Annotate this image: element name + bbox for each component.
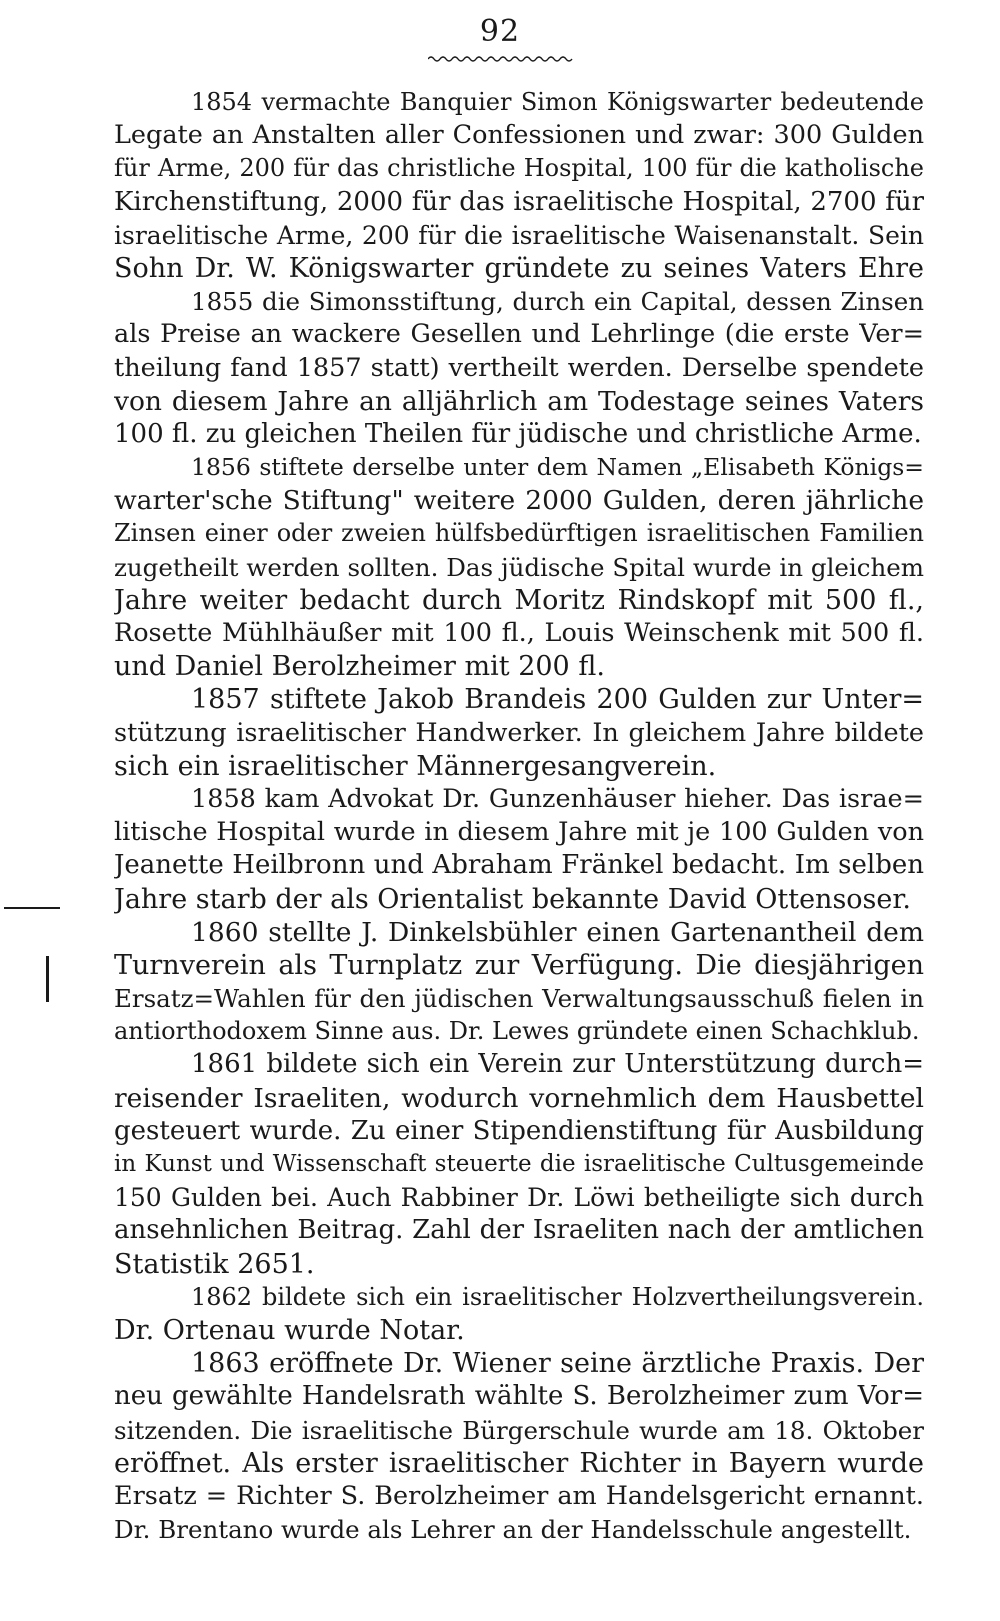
text-line: Sohn Dr. W. Königswarter gründete zu seines Vaters Ehre (114, 252, 924, 284)
text-line: 1861 bildete sich ein Verein zur Unterstützung durch= (191, 1049, 924, 1080)
text-line: Dr. Brentano wurde als Lehrer an der Handelsschule angestellt. (114, 1515, 912, 1545)
text-line: in Kunst und Wissenschaft steuerte die israelitische Cultusgemeinde (114, 1151, 924, 1177)
decorative-wave-rule (428, 54, 576, 64)
text-line: sitzenden. Die israelitische Bürgerschule wurde am 18. Oktober (114, 1415, 924, 1445)
text-line: warter'sche Stiftung" weitere 2000 Gulden, deren jährliche (114, 485, 924, 517)
text-line: neu gewählte Handelsrath wählte S. Berolzheimer zum Vor= (114, 1381, 924, 1412)
text-line: Rosette Mühlhäußer mit 100 fl., Louis Weinschenk mit 500 fl. (114, 618, 924, 648)
text-line: Turnverein als Turnplatz zur Verfügung. Die diesjährigen (114, 949, 924, 981)
text-line: 1863 eröffnete Dr. Wiener seine ärztliche Praxis. Der (191, 1348, 924, 1380)
text-line: ansehnlichen Beitrag. Zahl der Israeliten nach der amtlichen (114, 1215, 924, 1246)
text-line: Jahre weiter bedacht durch Moritz Rindskopf mit 500 fl., (114, 584, 924, 616)
text-line: 1858 kam Advokat Dr. Gunzenhäuser hieher. Das israe= (191, 783, 924, 814)
text-line: Ersatz=Wahlen für den jüdischen Verwaltungsausschuß fielen in (114, 984, 924, 1014)
margin-dash-mark (4, 907, 60, 909)
text-line: antiorthodoxem Sinne aus. Dr. Lewes gründete einen Schachklub. (114, 1017, 920, 1046)
text-line: Dr. Ortenau wurde Notar. (114, 1314, 465, 1346)
text-line: zugetheilt werden sollten. Das jüdische Spital wurde in gleichem (114, 552, 924, 582)
text-line: 1855 die Simonsstiftung, durch ein Capital, dessen Zinsen (191, 287, 924, 317)
text-line: 1860 stellte J. Dinkelsbühler einen Gartenantheil dem (191, 916, 924, 948)
page-number: 92 (479, 14, 521, 49)
text-line: Ersatz = Richter S. Berolzheimer am Handelsgericht ernannt. (114, 1480, 924, 1511)
text-line: stützung israelitischer Handwerker. In gleichem Jahre bildete (114, 717, 924, 748)
text-line: 1856 stiftete derselbe unter dem Namen „Elisabeth Königs= (191, 453, 924, 482)
text-line: reisender Israeliten, wodurch vornehmlich dem Hausbettel (114, 1082, 924, 1114)
text-line: 1862 bildete sich ein israelitischer Holzvertheilungsverein. (191, 1282, 924, 1311)
text-line: Kirchenstiftung, 2000 für das israelitische Hospital, 2700 für (114, 186, 924, 217)
text-line: gesteuert wurde. Zu einer Stipendienstiftung für Ausbildung (114, 1115, 924, 1146)
text-line: und Daniel Berolzheimer mit 200 fl. (114, 651, 605, 683)
text-line: sich ein israelitischer Männergesangverein. (114, 750, 717, 782)
text-line: für Arme, 200 für das christliche Hospital, 100 für die katholische (114, 154, 924, 183)
text-line: Zinsen einer oder zweien hülfsbedürftigen israelitischen Familien (114, 519, 924, 548)
text-line: 100 fl. zu gleichen Theilen für jüdische und christliche Arme. (114, 418, 922, 449)
text-line: 150 Gulden bei. Auch Rabbiner Dr. Löwi betheiligte sich durch (114, 1183, 924, 1213)
text-line: Jahre starb der als Orientalist bekannte David Ottensoser. (114, 883, 911, 915)
text-line: theilung fand 1857 statt) vertheilt werden. Derselbe spendete (114, 352, 924, 383)
text-line: eröffnet. Als erster israelitischer Richter in Bayern wurde (114, 1447, 924, 1479)
text-line: Statistik 2651. (114, 1248, 315, 1280)
margin-bar-mark (46, 956, 49, 1002)
text-line: Legate an Anstalten aller Confessionen und zwar: 300 Gulden (114, 120, 924, 151)
text-line: als Preise an wackere Gesellen und Lehrlinge (die erste Ver= (114, 319, 924, 350)
text-line: 1854 vermachte Banquier Simon Königswarter bedeutende (191, 88, 924, 116)
body-text (114, 86, 924, 1546)
text-line: 1857 stiftete Jakob Brandeis 200 Gulden zur Unter= (191, 684, 924, 716)
text-line: israelitische Arme, 200 für die israelitische Waisenanstalt. Sein (114, 220, 924, 250)
text-line: litische Hospital wurde in diesem Jahre mit je 100 Gulden von (114, 817, 924, 848)
text-line: von diesem Jahre an alljährlich am Todestage seines Vaters (114, 385, 924, 417)
text-line: Jeanette Heilbronn und Abraham Fränkel bedacht. Im selben (114, 850, 924, 881)
